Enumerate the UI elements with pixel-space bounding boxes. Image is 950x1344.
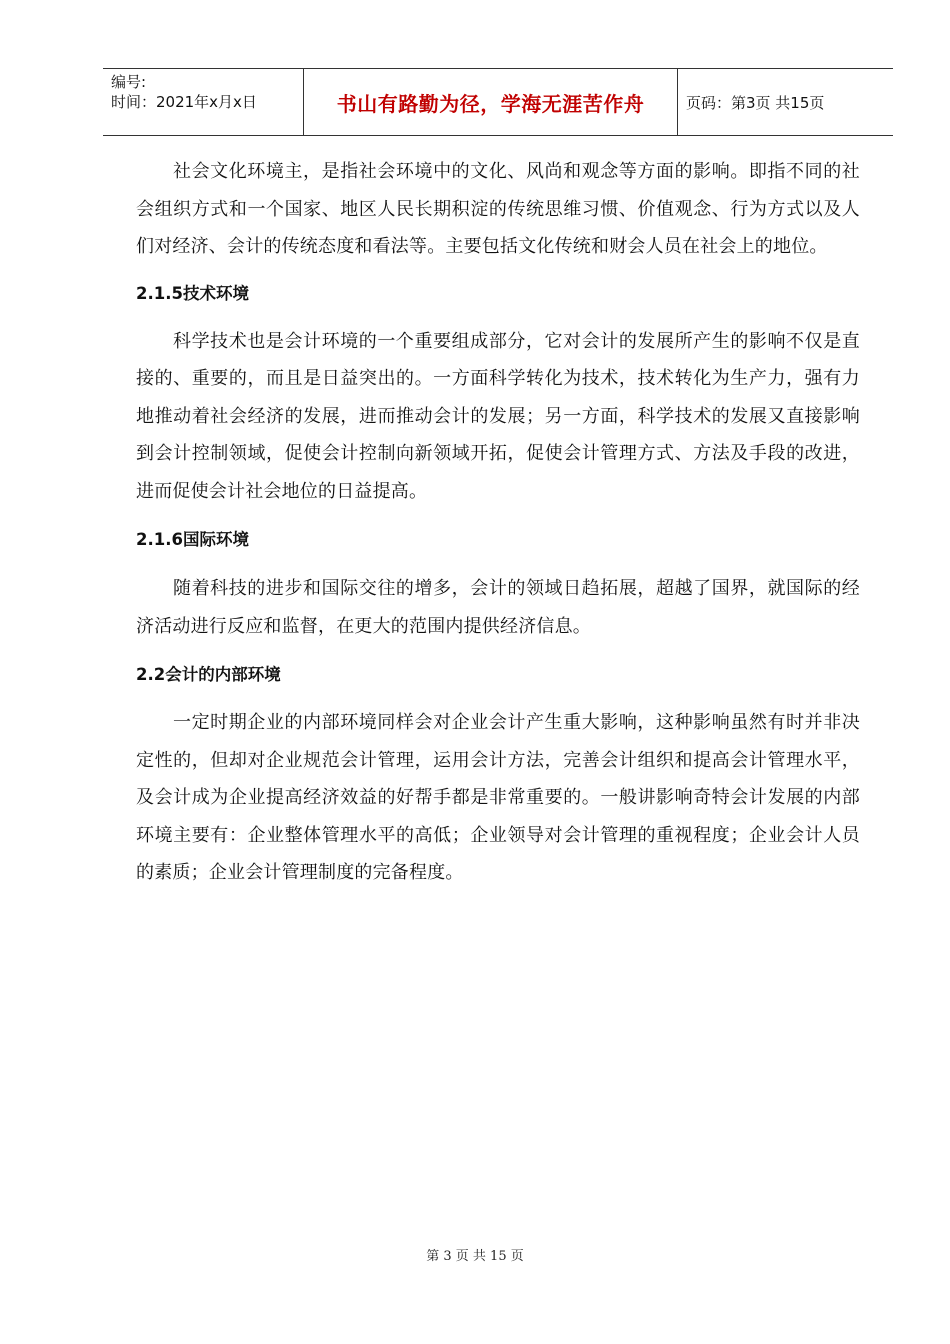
paragraph-internal: 一定时期企业的内部环境同样会对企业会计产生重大影响，这种影响虽然有时并非决定性的，但却对企业规范会计管理，运用会计方法，完善会计组织和提高会计管理水平，及会计成为企业提高经济效益的好帮手都是非常重要的。一般讲影响奇特会计发展的内部环境主要有：企业整体管理水平的高低；企业领导对会计管理的重视程度；企业会计人员的素质；企业会计管理制度的完备程度。 — [136, 712, 860, 883]
document-time-label: 时间：2021年x月x日 — [111, 93, 257, 111]
heading-internal-environment: 2.2会计的内部环境 — [136, 665, 281, 684]
header-motto: 书山有路勤为径，学海无涯苦作舟 — [336, 91, 645, 116]
document-number-label: 编号: — [111, 73, 147, 91]
header-motto-cell — [304, 69, 678, 135]
document-body — [136, 153, 860, 892]
header-page-code: 页码：第3页 共15页 — [686, 93, 825, 112]
footer-page-number: 第 3 页 共 15 页 — [426, 1249, 524, 1264]
header-meta-cell — [103, 69, 304, 135]
page-footer — [0, 1245, 950, 1264]
heading-international-environment: 2.1.6国际环境 — [136, 530, 249, 549]
heading-technology-environment: 2.1.5技术环境 — [136, 283, 249, 303]
document-header — [103, 68, 893, 136]
header-page-cell — [678, 69, 893, 135]
paragraph-social-culture: 社会文化环境主，是指社会环境中的文化、风尚和观念等方面的影响。即指不同的社会组织方式和一个国家、地区人民长期积淀的传统思维习惯、价值观念、行为方式以及人们对经济、会计的传统态度和看法等。主要包括文化传统和财会人员在社会上的地位。 — [136, 161, 860, 257]
paragraph-technology: 科学技术也是会计环境的一个重要组成部分，它对会计的发展所产生的影响不仅是直接的、重要的，而且是日益突出的。一方面科学转化为技术，技术转化为生产力，强有力地推动着社会经济的发展，进而推动会计的发展；另一方面，科学技术的发展又直接影响到会计控制领域，促使会计控制向新领域开拓，促使会计管理方式、方法及手段的改进，进而促使会计社会地位的日益提高。 — [136, 330, 860, 502]
paragraph-international: 随着科技的进步和国际交往的增多，会计的领域日趋拓展，超越了国界，就国际的经济活动进行反应和监督，在更大的范围内提供经济信息。 — [136, 578, 860, 637]
